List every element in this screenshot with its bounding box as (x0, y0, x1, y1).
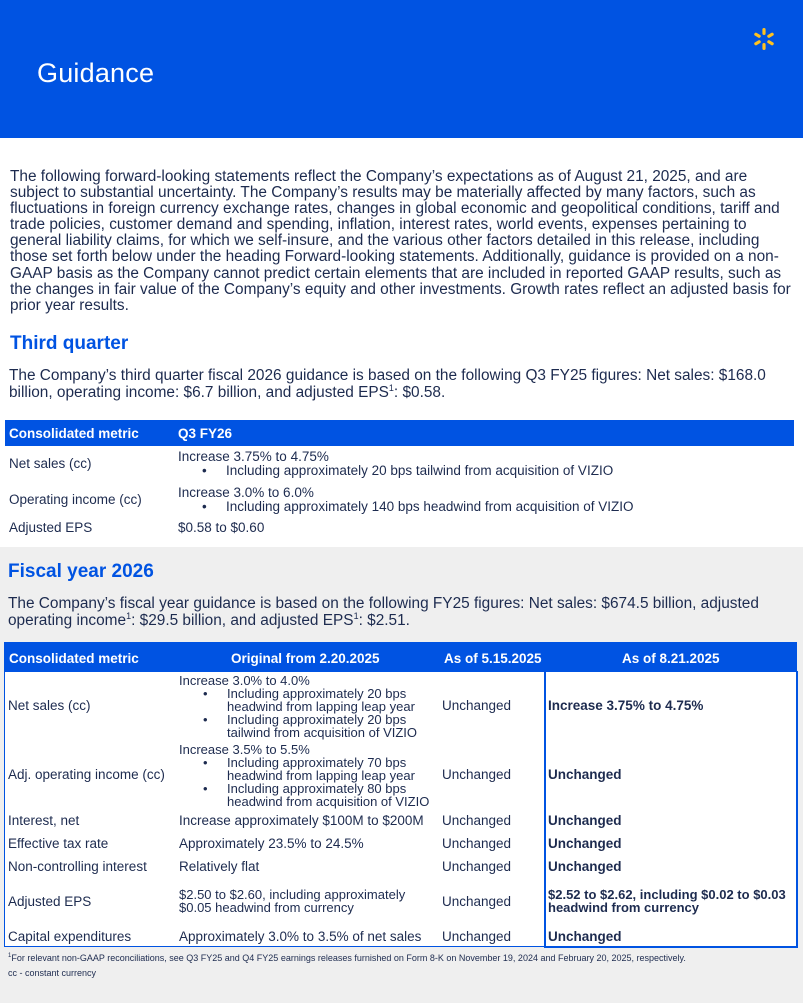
metric-original: Increase approximately $100M to $200M (179, 813, 424, 828)
metric-may: Unchanged (442, 836, 512, 851)
fiscal-year-paragraph: The Company’s fiscal year guidance is based on the following FY25 figures: Net sales: $674.5 billion, adjusted operating income$^1$: $29.5 billion, and adjusted EPS$^1$: $2.51. (8, 595, 759, 629)
metric-label: Adjusted EPS (9, 520, 93, 535)
footnote-2: cc - constant currency (8, 968, 97, 978)
metric-label: Non-controlling interest (8, 859, 147, 874)
metric-value: Increase 3.0% to 6.0% • Including approximately 140 bps headwind from acquisition of VIZIO (178, 486, 633, 514)
intro-paragraph: The following forward-looking statements reflect the Company’s expectations as of August 21, 2025, and are subject to substantial uncertainty. The Company’s results may be materially affected by many factors, such as fluctuations in foreign currency exchange rates, changes in global economic and geopolitical conditions, tariff and trade policies, customer demand and spending, inflation, interest rates, world events, expenses pertaining to general liability claims, for which we self-insure, and the various other factors detailed in this release, including those set forth below under the heading Forward-looking statements. Additionally, guidance is provided on a non-GAAP basis as the Company cannot predict certain elements that are included in reported GAAP results, such as the changes in fair value of the Company’s equity and other investments. Growth rates reflect an adjusted basis for prior year results. (10, 168, 791, 314)
metric-original: Approximately 23.5% to 24.5% (179, 836, 364, 851)
table-row (5, 518, 794, 544)
metric-aug: Unchanged (548, 767, 622, 782)
col-q3-fy26: Q3 FY26 (178, 426, 233, 441)
col-original: Original from 2.20.2025 (231, 651, 380, 666)
metric-label: Adj. operating income (cc) (8, 767, 165, 782)
metric-aug: Increase 3.75% to 4.75% (548, 698, 704, 713)
metric-may: Unchanged (442, 859, 512, 874)
metric-may: Unchanged (442, 767, 512, 782)
page-title: Guidance (37, 58, 155, 88)
metric-label: Effective tax rate (8, 836, 109, 851)
q3-guidance-table (5, 420, 794, 544)
col-consolidated-metric: Consolidated metric (9, 651, 139, 666)
col-as-of-may: As of 5.15.2025 (444, 651, 542, 666)
metric-label: Interest, net (8, 813, 80, 828)
metric-aug: Unchanged (548, 813, 622, 828)
third-quarter-heading: Third quarter (10, 333, 129, 354)
metric-original: Increase 3.5% to 5.5% • Including approximately 70 bps headwind from lapping leap year • Including approximately 80 bps headwind from acquisition of VIZIO (179, 743, 429, 808)
metric-may: Unchanged (442, 894, 512, 909)
metric-may: Unchanged (442, 929, 512, 944)
metric-label: Net sales (cc) (9, 456, 92, 471)
q3-table-header (5, 420, 794, 446)
fy-guidance-table (4, 642, 797, 947)
col-as-of-aug: As of 8.21.2025 (622, 651, 720, 666)
table-row (5, 446, 794, 482)
metric-may: Unchanged (442, 813, 512, 828)
metric-label: Net sales (cc) (8, 698, 91, 713)
header-banner (0, 0, 803, 138)
metric-label: Adjusted EPS (8, 894, 92, 909)
metric-aug: Unchanged (548, 929, 622, 944)
metric-value: Increase 3.75% to 4.75% • Including approximately 20 bps tailwind from acquisition of VIZIO (178, 450, 613, 478)
spark-icon (752, 27, 776, 51)
footnote-1: $^1$For relevant non-GAAP reconciliations, see Q3 FY25 and Q4 FY25 earnings releases furnished on Form 8-K on November 19, 2024 and February 20, 2025, respectively. (8, 953, 686, 963)
metric-original: Increase 3.0% to 4.0% • Including approximately 20 bps headwind from lapping leap year • Including approximately 20 bps tailwind from acquisition of VIZIO (179, 674, 417, 739)
fy-table-header (5, 643, 796, 672)
metric-original: Relatively flat (179, 859, 260, 874)
metric-aug: Unchanged (548, 859, 622, 874)
third-quarter-paragraph: The Company’s third quarter fiscal 2026 guidance is based on the following Q3 FY25 figures: Net sales: $168.0 billion, operating income: $6.7 billion, and adjusted EPS$^1$: $0.58. (9, 367, 766, 401)
fiscal-year-heading: Fiscal year 2026 (8, 561, 154, 582)
metric-aug: $2.52 to $2.62, including $0.02 to $0.03 headwind from currency (548, 887, 786, 915)
metric-original: $2.50 to $2.60, including approximately $0.05 headwind from currency (179, 887, 406, 915)
col-consolidated-metric: Consolidated metric (9, 426, 139, 441)
metric-value: $0.58 to $0.60 (178, 520, 265, 535)
table-row (5, 482, 794, 518)
metric-label: Operating income (cc) (9, 492, 142, 507)
metric-label: Capital expenditures (8, 929, 132, 944)
metric-aug: Unchanged (548, 836, 622, 851)
metric-may: Unchanged (442, 698, 512, 713)
metric-original: Approximately 3.0% to 3.5% of net sales (179, 929, 422, 944)
